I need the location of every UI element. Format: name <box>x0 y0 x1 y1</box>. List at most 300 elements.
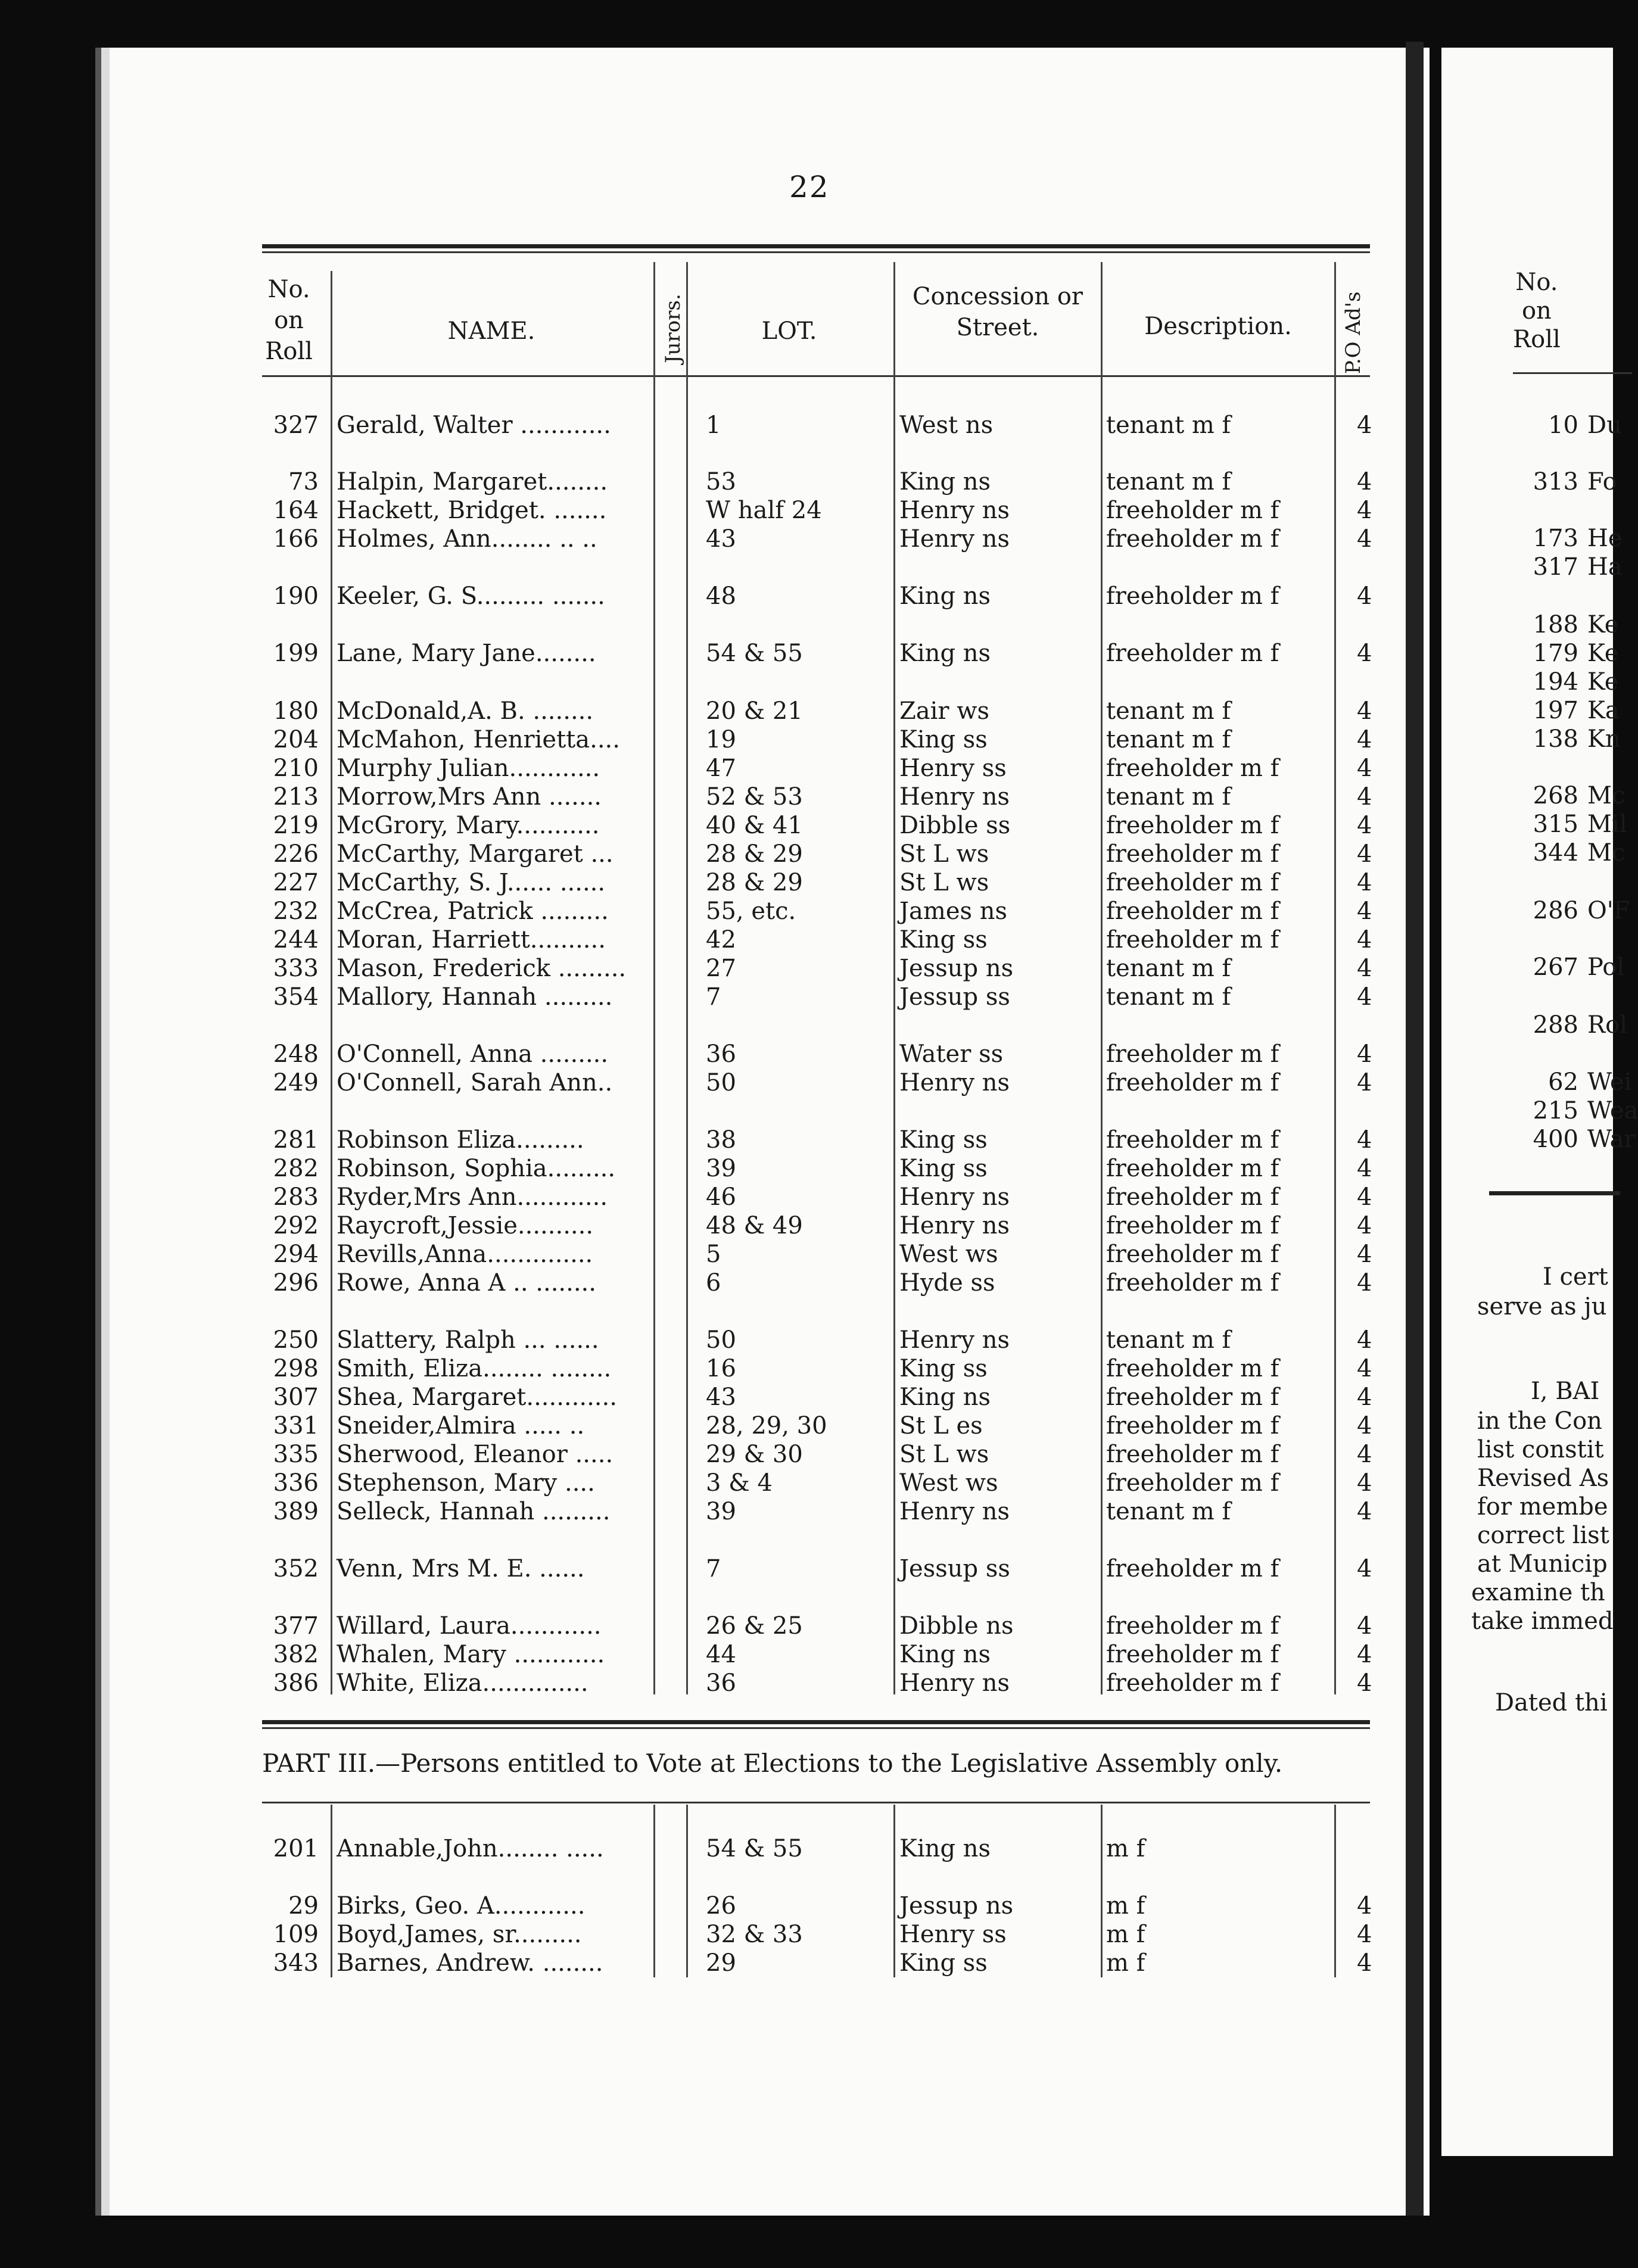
roll-number: 73 <box>288 468 319 496</box>
description: tenant m f <box>1106 1498 1231 1525</box>
voter-name: Boyd,James, sr......... <box>337 1921 582 1948</box>
lot: 32 & 33 <box>706 1921 803 1948</box>
po-address: 4 <box>1357 1441 1372 1468</box>
concession-street: St L es <box>899 1412 983 1440</box>
voter-name: McMahon, Henrietta.... <box>337 726 620 753</box>
lot: 3 & 4 <box>706 1469 773 1497</box>
description: tenant m f <box>1106 697 1231 725</box>
table-row <box>262 1469 1370 1497</box>
roll-number: 333 <box>273 955 319 982</box>
roll-number: 377 <box>273 1612 319 1640</box>
voter-name: Robinson, Sophia......... <box>337 1155 616 1182</box>
po-address: 4 <box>1357 1669 1372 1697</box>
lot: 28 & 29 <box>706 869 803 896</box>
concession-street: Hyde ss <box>899 1269 995 1297</box>
adjacent-text-line: serve as ju <box>1477 1293 1607 1320</box>
description: freeholder m f <box>1106 1040 1279 1068</box>
concession-street: King ss <box>899 1126 988 1154</box>
po-address: 4 <box>1357 1612 1372 1640</box>
lot: 20 & 21 <box>706 697 803 725</box>
table-row <box>262 1640 1370 1669</box>
table-row <box>262 697 1370 725</box>
voter-name: Willard, Laura............ <box>337 1612 602 1640</box>
adjacent-voter-name: Ha <box>1587 553 1623 581</box>
concession-street: King ns <box>899 468 991 496</box>
table-row <box>262 1240 1370 1269</box>
po-address: 4 <box>1357 726 1372 753</box>
voter-name: McDonald,A. B. ........ <box>337 697 594 725</box>
roll-number: 227 <box>273 869 319 896</box>
roll-number: 201 <box>273 1835 319 1862</box>
lot: 39 <box>706 1498 736 1525</box>
table-row <box>262 754 1370 783</box>
adjacent-voter-name: Mc <box>1587 839 1625 867</box>
lot: 39 <box>706 1155 736 1182</box>
roll-number: 352 <box>273 1555 319 1582</box>
po-address: 4 <box>1357 1949 1372 1977</box>
lot: 54 & 55 <box>706 1835 803 1862</box>
concession-street: Henry ns <box>899 783 1010 811</box>
description: freeholder m f <box>1106 1355 1279 1382</box>
roll-number: 190 <box>273 582 319 610</box>
lot: 28, 29, 30 <box>706 1412 827 1440</box>
lot: 44 <box>706 1641 736 1668</box>
concession-street: West ns <box>899 412 994 439</box>
description: freeholder m f <box>1106 1555 1279 1582</box>
concession-street: St L ws <box>899 869 989 896</box>
voter-name: Murphy Julian............ <box>337 755 600 782</box>
table-top-rule-thin <box>262 251 1370 253</box>
adjacent-roll-number: 62 <box>1548 1068 1578 1096</box>
concession-street: King ns <box>899 1641 991 1668</box>
part3-row <box>262 1834 1370 1863</box>
description: m f <box>1106 1892 1145 1920</box>
voter-name: Smith, Eliza........ ........ <box>337 1355 612 1382</box>
adjacent-rule <box>1513 372 1632 374</box>
adjacent-voter-name: Mil <box>1587 811 1627 838</box>
roll-number: 29 <box>288 1892 319 1920</box>
description: freeholder m f <box>1106 1212 1279 1239</box>
adjacent-voter-name: Pol <box>1587 954 1625 981</box>
description: freeholder m f <box>1106 869 1279 896</box>
header-jurors: Jurors. <box>661 294 685 363</box>
description: freeholder m f <box>1106 1612 1279 1640</box>
adjacent-voter-name: Ka <box>1587 697 1620 724</box>
po-address: 4 <box>1357 1126 1372 1154</box>
concession-street: Jessup ss <box>899 983 1010 1011</box>
po-address: 4 <box>1357 926 1372 954</box>
table-row <box>262 1412 1370 1440</box>
concession-street: King ns <box>899 1835 991 1862</box>
voter-name: Moran, Harriett.......... <box>337 926 606 954</box>
adjacent-bottom-rule <box>1489 1191 1620 1195</box>
lot: 19 <box>706 726 736 753</box>
roll-number: 336 <box>273 1469 319 1497</box>
roll-number: 343 <box>273 1949 319 1977</box>
lot: 29 & 30 <box>706 1441 803 1468</box>
po-address: 4 <box>1357 955 1372 982</box>
roll-number: 244 <box>273 926 319 954</box>
table-row <box>262 926 1370 954</box>
concession-street: King ss <box>899 926 988 954</box>
voter-name: Revills,Anna.............. <box>337 1241 593 1268</box>
adjacent-roll-number: 138 <box>1533 725 1578 753</box>
roll-number: 250 <box>273 1326 319 1354</box>
description: freeholder m f <box>1106 1469 1279 1497</box>
adjacent-roll-number: 288 <box>1533 1011 1578 1039</box>
adjacent-voter-name: Ke <box>1587 611 1619 638</box>
concession-street: King ns <box>899 640 991 667</box>
table-row <box>262 1354 1370 1383</box>
table-row <box>262 725 1370 754</box>
roll-number: 249 <box>273 1069 319 1096</box>
po-address: 4 <box>1357 1183 1372 1211</box>
voter-name: Stephenson, Mary .... <box>337 1469 595 1497</box>
po-address: 4 <box>1357 840 1372 868</box>
adjacent-text-line: I, BAI <box>1531 1378 1600 1405</box>
adjacent-text-line: I cert <box>1543 1263 1608 1291</box>
lot: 50 <box>706 1069 736 1096</box>
po-address: 4 <box>1357 983 1372 1011</box>
adjacent-roll-number: 267 <box>1533 954 1578 981</box>
po-address: 4 <box>1357 1384 1372 1411</box>
lot: 47 <box>706 755 736 782</box>
description: tenant m f <box>1106 783 1231 811</box>
concession-street: St L ws <box>899 840 989 868</box>
adjacent-voter-name: Kn <box>1587 725 1621 753</box>
concession-street: Jessup ns <box>899 1892 1014 1920</box>
roll-number: 307 <box>273 1384 319 1411</box>
adjacent-roll-number: 188 <box>1533 611 1578 638</box>
roll-number: 283 <box>273 1183 319 1211</box>
voter-name: McCarthy, S. J...... ...... <box>337 869 606 896</box>
concession-street: Henry ns <box>899 1183 1010 1211</box>
po-address: 4 <box>1357 755 1372 782</box>
lot: 5 <box>706 1241 721 1268</box>
table-row <box>262 868 1370 897</box>
description: m f <box>1106 1949 1145 1977</box>
adjacent-voter-name: O'F <box>1587 897 1630 924</box>
po-address: 4 <box>1357 1641 1372 1668</box>
po-address: 4 <box>1357 1469 1372 1497</box>
po-address: 4 <box>1357 582 1372 610</box>
concession-street: Henry ss <box>899 1921 1007 1948</box>
concession-street: King ss <box>899 1155 988 1182</box>
concession-street: Jessup ss <box>899 1555 1010 1582</box>
description: freeholder m f <box>1106 1412 1279 1440</box>
po-address: 4 <box>1357 412 1372 439</box>
lot: 28 & 29 <box>706 840 803 868</box>
concession-street: Jessup ns <box>899 955 1014 982</box>
roll-number: 327 <box>273 412 319 439</box>
po-address: 4 <box>1357 812 1372 839</box>
adjacent-text-line: at Municip <box>1477 1550 1608 1578</box>
table-row <box>262 783 1370 811</box>
voter-name: Raycroft,Jessie.......... <box>337 1212 594 1239</box>
header-bottom-rule <box>262 375 1370 377</box>
description: freeholder m f <box>1106 755 1279 782</box>
lot: 26 & 25 <box>706 1612 803 1640</box>
adjacent-voter-name: Ke <box>1587 640 1619 667</box>
adjacent-voter-name: Du <box>1587 412 1622 439</box>
adjacent-voter-name: Wea <box>1587 1097 1638 1124</box>
po-address: 4 <box>1357 1921 1372 1948</box>
table-row <box>262 1068 1370 1097</box>
po-address: 4 <box>1357 1155 1372 1182</box>
adjacent-voter-name: He <box>1587 525 1623 552</box>
roll-number: 389 <box>273 1498 319 1525</box>
adjacent-voter-name: Mc <box>1587 782 1625 809</box>
table-row <box>262 1440 1370 1469</box>
table-top-rule <box>262 244 1370 248</box>
po-address: 4 <box>1357 1355 1372 1382</box>
roll-number: 248 <box>273 1040 319 1068</box>
po-address: 4 <box>1357 898 1372 925</box>
description: freeholder m f <box>1106 1183 1279 1211</box>
page-binding-edge <box>1406 42 1424 2216</box>
po-address: 4 <box>1357 1412 1372 1440</box>
po-address: 4 <box>1357 1326 1372 1354</box>
voter-name: Venn, Mrs M. E. ...... <box>337 1555 585 1582</box>
description: freeholder m f <box>1106 497 1279 524</box>
description: freeholder m f <box>1106 840 1279 868</box>
roll-number: 226 <box>273 840 319 868</box>
roll-number: 294 <box>273 1241 319 1268</box>
table-row <box>262 1040 1370 1068</box>
voter-name: Slattery, Ralph ... ...... <box>337 1326 599 1354</box>
description: freeholder m f <box>1106 640 1279 667</box>
concession-street: West ws <box>899 1241 998 1268</box>
adjacent-voter-name: Ke <box>1587 668 1619 696</box>
roll-number: 282 <box>273 1155 319 1182</box>
lot: 26 <box>706 1892 736 1920</box>
lot: 40 & 41 <box>706 812 803 839</box>
table-row <box>262 1126 1370 1154</box>
concession-street: King ns <box>899 582 991 610</box>
adjacent-text-line: for membe <box>1477 1493 1608 1521</box>
concession-street: Henry ns <box>899 1498 1010 1525</box>
roll-number: 199 <box>273 640 319 667</box>
adjacent-header: No. on Roll <box>1513 269 1561 353</box>
description: freeholder m f <box>1106 1669 1279 1697</box>
roll-number: 386 <box>273 1669 319 1697</box>
lot: 36 <box>706 1669 736 1697</box>
po-address: 4 <box>1357 1555 1372 1582</box>
adjacent-voter-name: Fo <box>1587 468 1617 496</box>
roll-number: 335 <box>273 1441 319 1468</box>
adjacent-roll-number: 215 <box>1533 1097 1578 1124</box>
table-row <box>262 1554 1370 1583</box>
voter-name: Shea, Margaret............ <box>337 1384 617 1411</box>
table-row <box>262 411 1370 440</box>
adjacent-text-line: correct list <box>1477 1522 1609 1549</box>
voter-name: Halpin, Margaret........ <box>337 468 608 496</box>
header-description: Description. <box>1144 313 1292 340</box>
page-number: 22 <box>789 170 830 204</box>
concession-street: Water ss <box>899 1040 1004 1068</box>
table-row <box>262 639 1370 668</box>
voter-name: McCarthy, Margaret ... <box>337 840 614 868</box>
adjacent-text-line: Revised As <box>1477 1465 1609 1492</box>
voter-name: Annable,John........ ..... <box>337 1835 604 1862</box>
lot: 7 <box>706 1555 721 1582</box>
voter-name: Selleck, Hannah ......... <box>337 1498 611 1525</box>
adjacent-text-line: examine th <box>1471 1579 1605 1606</box>
concession-street: King ss <box>899 726 988 753</box>
adjacent-text-line: Dated thi <box>1495 1689 1608 1716</box>
concession-street: Henry ss <box>899 755 1007 782</box>
description: freeholder m f <box>1106 525 1279 553</box>
part3-row <box>262 1949 1370 1977</box>
table-row <box>262 1326 1370 1354</box>
part3-row <box>262 1920 1370 1949</box>
adjacent-text-line: list constit <box>1477 1436 1604 1463</box>
adjacent-roll-number: 197 <box>1533 697 1578 724</box>
description: freeholder m f <box>1106 812 1279 839</box>
lot: 27 <box>706 955 736 982</box>
voter-name: Holmes, Ann........ .. .. <box>337 525 597 553</box>
table-row <box>262 1497 1370 1526</box>
roll-number: 180 <box>273 697 319 725</box>
part3-row <box>262 1892 1370 1920</box>
voter-name: Lane, Mary Jane........ <box>337 640 596 667</box>
roll-number: 382 <box>273 1641 319 1668</box>
header-no-on-roll: No. on Roll <box>265 276 313 365</box>
po-address: 4 <box>1357 468 1372 496</box>
lot: 55, etc. <box>706 898 796 925</box>
voter-name: McGrory, Mary........... <box>337 812 600 839</box>
roll-number: 109 <box>273 1921 319 1948</box>
description: tenant m f <box>1106 955 1231 982</box>
roll-number: 204 <box>273 726 319 753</box>
adjacent-roll-number: 317 <box>1533 553 1578 581</box>
voter-name: Birks, Geo. A............ <box>337 1892 586 1920</box>
lot: 54 & 55 <box>706 640 803 667</box>
po-address: 4 <box>1357 1241 1372 1268</box>
adjacent-roll-number: 179 <box>1533 640 1578 667</box>
table-row <box>262 954 1370 983</box>
voter-name: Morrow,Mrs Ann ....... <box>337 783 602 811</box>
adjacent-roll-number: 10 <box>1548 412 1578 439</box>
voter-name: Sherwood, Eleanor ..... <box>337 1441 614 1468</box>
lot: 53 <box>706 468 736 496</box>
po-address: 4 <box>1357 783 1372 811</box>
table-row <box>262 811 1370 840</box>
description: freeholder m f <box>1106 1269 1279 1297</box>
adjacent-roll-number: 344 <box>1533 839 1578 867</box>
concession-street: Henry ns <box>899 1069 1010 1096</box>
table-row <box>262 582 1370 610</box>
lot: 42 <box>706 926 736 954</box>
concession-street: James ns <box>899 898 1008 925</box>
roll-number: 164 <box>273 497 319 524</box>
description: tenant m f <box>1106 983 1231 1011</box>
adjacent-roll-number: 173 <box>1533 525 1578 552</box>
description: tenant m f <box>1106 1326 1231 1354</box>
lot: 38 <box>706 1126 736 1154</box>
po-address: 4 <box>1357 697 1372 725</box>
lot: 50 <box>706 1326 736 1354</box>
voter-name: Barnes, Andrew. ........ <box>337 1949 603 1977</box>
concession-street: Henry ns <box>899 1212 1010 1239</box>
concession-street: Henry ns <box>899 525 1010 553</box>
po-address: 4 <box>1357 1212 1372 1239</box>
table-row <box>262 468 1370 496</box>
lot: 43 <box>706 525 736 553</box>
po-address: 4 <box>1357 1498 1372 1525</box>
voter-name: Mason, Frederick ......... <box>337 955 627 982</box>
roll-number: 296 <box>273 1269 319 1297</box>
adjacent-roll-number: 400 <box>1533 1126 1578 1153</box>
description: freeholder m f <box>1106 926 1279 954</box>
lot: 48 <box>706 582 736 610</box>
description: freeholder m f <box>1106 1441 1279 1468</box>
description: freeholder m f <box>1106 582 1279 610</box>
description: tenant m f <box>1106 468 1231 496</box>
po-address: 4 <box>1357 640 1372 667</box>
description: freeholder m f <box>1106 1069 1279 1096</box>
po-address: 4 <box>1357 1892 1372 1920</box>
voter-name: Whalen, Mary ............ <box>337 1641 605 1668</box>
table-row <box>262 1183 1370 1211</box>
lot: 29 <box>706 1949 736 1977</box>
voter-name: Ryder,Mrs Ann............ <box>337 1183 608 1211</box>
header-lot: LOT. <box>761 317 817 345</box>
concession-street: Henry ns <box>899 497 1010 524</box>
po-address: 4 <box>1357 1269 1372 1297</box>
concession-street: Dibble ss <box>899 812 1011 839</box>
po-address: 4 <box>1357 1040 1372 1068</box>
description: freeholder m f <box>1106 1641 1279 1668</box>
adjacent-roll-number: 315 <box>1533 811 1578 838</box>
voter-name: Hackett, Bridget. ....... <box>337 497 607 524</box>
adjacent-roll-number: 268 <box>1533 782 1578 809</box>
lot: 48 & 49 <box>706 1212 803 1239</box>
roll-number: 213 <box>273 783 319 811</box>
table-row <box>262 1211 1370 1240</box>
lot: 52 & 53 <box>706 783 803 811</box>
description: freeholder m f <box>1106 1126 1279 1154</box>
lot: 16 <box>706 1355 736 1382</box>
po-address: 4 <box>1357 869 1372 896</box>
description: freeholder m f <box>1106 1241 1279 1268</box>
roll-number: 354 <box>273 983 319 1011</box>
roll-number: 219 <box>273 812 319 839</box>
po-address: 4 <box>1357 525 1372 553</box>
adjacent-voter-name: Rol <box>1587 1011 1627 1039</box>
adjacent-roll-number: 313 <box>1533 468 1578 496</box>
header-name: NAME. <box>447 317 535 345</box>
adjacent-roll-number: 194 <box>1533 668 1578 696</box>
po-address: 4 <box>1357 497 1372 524</box>
roll-number: 232 <box>273 898 319 925</box>
adjacent-text-line: in the Con <box>1477 1407 1602 1435</box>
table-row <box>262 1154 1370 1183</box>
concession-street: Zair ws <box>899 697 990 725</box>
roll-number: 166 <box>273 525 319 553</box>
voter-name: Gerald, Walter ............ <box>337 412 611 439</box>
voter-name: White, Eliza.............. <box>337 1669 588 1697</box>
adjacent-text-line: take immed <box>1471 1607 1614 1635</box>
lot: 43 <box>706 1384 736 1411</box>
lot: 1 <box>706 412 721 439</box>
concession-street: King ss <box>899 1355 988 1382</box>
table-row <box>262 1383 1370 1412</box>
description: tenant m f <box>1106 412 1231 439</box>
roll-number: 281 <box>273 1126 319 1154</box>
lot: 46 <box>706 1183 736 1211</box>
table-bottom-rule <box>262 1720 1370 1724</box>
